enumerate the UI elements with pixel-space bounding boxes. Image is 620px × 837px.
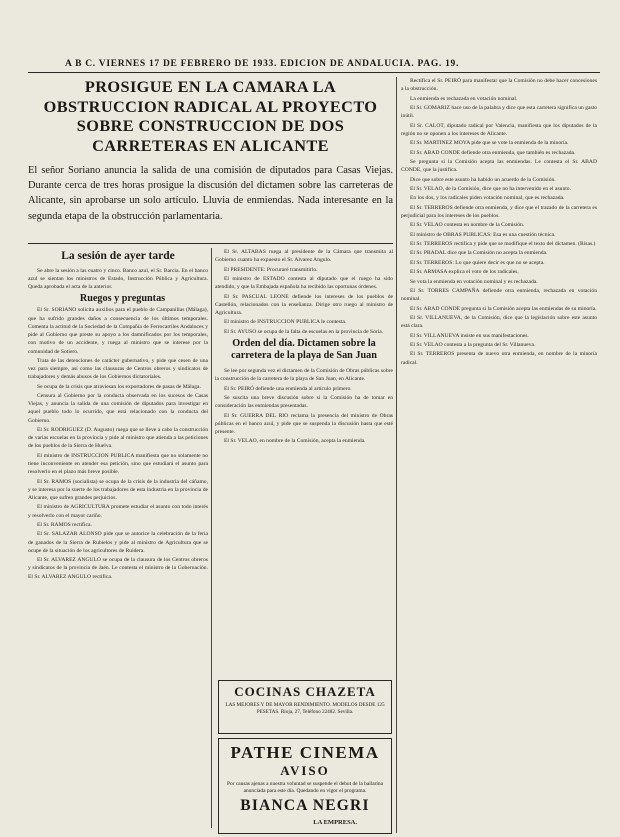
ad-signature: LA EMPRESA. [313, 819, 357, 826]
paragraph: El Sr. VILLANUEVA, de la Comisión, dice que la legislación sobre este asunto está clara. [401, 315, 597, 330]
paragraph: El Sr. PEIRÓ defiende una enmienda al artículo primero. [224, 385, 352, 392]
paragraph: El Sr. RAMOS (socialista) se ocupa de la crisis de la industria del cáñamo, y se interesa por la suerte de los trabajadores de esta industria en la provincia de Alicante, que sufren grandes perjuicios. [28, 478, 208, 502]
paragraph: El Sr. TERREROS presenta de nuevo otra enmienda, en nombre de la minoría radical. [401, 351, 597, 366]
paragraph: El Sr. ALTABAS ruega al presidente de la Cámara que transmita al Gobierno cuanto ha expuesto el Sr. Alvarez Angulo. [215, 249, 393, 264]
paragraph: La enmienda es rechazada en votación nominal. [410, 95, 518, 102]
column-divider-2 [396, 77, 397, 833]
paragraph: En los dos, y los radicales piden votación nominal, que es rechazada. [410, 195, 565, 202]
paragraph: Rectifica el Sr. PEIRÓ para manifestar que la Comisión no debe hacer concesiones a la obstrucción. [401, 78, 597, 93]
ad-performer-name: BIANCA NEGRI [240, 797, 370, 814]
paragraph: El Sr. PASCUAL LEONE defiende los intereses de los pueblos de Castellón, relacionados con la enseñanza. Dirige otro ruego al ministro de Agricultura. [215, 293, 393, 316]
paragraph: El ministro de AGRICULTURA promete estudiar el asunto con todo interés y resolverlo con el mayor cariño. [28, 504, 208, 519]
paragraph: El Sr. VELAO contesta a la pregunta del Sr. Villanueva. [410, 342, 536, 349]
paragraph: El Sr. GOMARIZ hace uso de la palabra y dice que esta carretera significa un gasto inútil. [401, 104, 597, 120]
paragraph: El Sr. RAMOS rectifica. [37, 522, 92, 529]
advertisement-cocinas [218, 680, 392, 734]
summary-rule [28, 243, 393, 244]
article-headline: PROSIGUE EN LA CAMARA LA OBSTRUCCION RADICAL AL PROYECTO SOBRE CONSTRUCCION DE DOS CARRETERAS EN ALICANTE [43, 77, 378, 155]
paragraph: El Sr. MARTINEZ MOYA pide que se vote la enmienda de la minoría. [410, 140, 569, 147]
paragraph: El Sr. VELAO contesta en nombre de la Comisión. [410, 222, 525, 229]
paragraph: El Sr. VELAO, de la Comisión, dice que no ha intervenido en el asunto. [410, 185, 571, 192]
column-1 [28, 248, 208, 828]
section-title: La sesión de ayer tarde [61, 250, 175, 262]
paragraph: El Sr. TERREROS defiende otra enmienda, y dice que el trazado de la carretera es perjudicial para los intereses de los pueblos. [401, 204, 597, 219]
section-subtitle: Ruegos y preguntas [79, 292, 166, 304]
paragraph: El ministro de OBRAS PUBLICAS: Esa es una cuestión técnica. [410, 231, 556, 238]
paragraph: El Sr. ABAD CONDE defiende otra enmienda, que también es rechazada. [410, 149, 576, 156]
paragraph: El ministro de ESTADO contesta al diputado que el ruego ha sido atendido, y que la Embajada española ha recibido las oportunas órdenes. [215, 275, 393, 291]
paragraph: El Sr. CALOT, diputado radical por Valencia, manifiesta que los diputados de la región no se oponen a los intereses de Alicante. [401, 122, 597, 137]
advertisement-pathe-cinema [218, 738, 392, 834]
header-rule [28, 72, 600, 73]
ad-title: COCINAS CHAZETA [234, 684, 376, 699]
ad-subtitle: AVISO [280, 763, 330, 778]
ad-text: LAS MEJORES Y DE MAYOR RENDIMIENTO. MODELOS DESDE 125 PESETAS. Rioja, 27, Teléfono 22482. Sevilla. [225, 702, 385, 715]
paragraph: El Sr. SORIANO solicita auxilios para el pueblo de Campanillas (Málaga), que ha sufrido grandes daños a consecuencia de los últimos temporales. Comenta la actitud de la Sociedad de la Compañía de Ferrocarriles Andaluces y pide al Gobierno que preste su apoyo a los damnificados por los temporales, con motivo de un accidente, y ruega al ministro que se interese por la comunidad de Sotiero. [28, 307, 208, 355]
paragraph: Se lee por segunda vez el dictamen de la Comisión de Obras públicas sobre la construcción de la carretera de la playa de San Juan, en Alicante. [215, 367, 393, 383]
paragraph: Se suscita una breve discusión sobre si la Comisión ha de tomar en consideración las enmiendas presentadas. [215, 394, 393, 410]
column-divider-1 [211, 248, 212, 828]
column-2 [215, 248, 393, 668]
paragraph: El PRESIDENTE: Procuraré transmitirlo. [224, 266, 318, 273]
article-summary: El señor Soriano anuncia la salida de una comisión de diputados para Casas Viejas. Durante cerca de tres horas prosigue la discusión del dictamen sobre las carreteras de Alicante, sin aprobarse un solo artículo. Lluvia de enmiendas. Nada interesante en la segunda etapa de la obstrucción parlamentaria. [28, 165, 393, 222]
paragraph: El Sr. PRADAL dice que la Comisión no acepta la enmienda. [410, 250, 548, 257]
column-3 [401, 77, 597, 833]
paragraph: Se ocupa de la crisis que atraviesan los exportadores de pasas de Málaga. [37, 383, 201, 390]
section-title: Orden del día. Dictamen sobre la carretera de la playa de San Juan [231, 337, 377, 362]
paragraph: El ministro de INSTRUCCION PUBLICA le contesta. [224, 319, 347, 326]
paragraph: El Sr. TORRES CAMPAÑA defiende otra enmienda, rechazada en votación nominal. [401, 288, 597, 303]
paragraph: Dice que sobre este asunto ha habido un acuerdo de la Comisión. [410, 176, 556, 183]
paragraph: El ministro de INSTRUCCION PUBLICA manifiesta que no solamente no tiene inconveniente en atender esa petición, sino que estudiará el asunto para resolverlo en el plazo más breve posible. [28, 452, 208, 476]
ad-text: Por causas ajenas a nuestra voluntad se suspende el debut de la bailarina anunciada para este día. Quedando en vigor el programa. [227, 781, 383, 794]
paragraph: El Sr. RODRIGUEZ (D. Augusto) ruega que se lleve a cabo la construcción de varias escuelas en la provincia y pide al ministro que atienda a las peticiones de los pueblos de la Sierra de Huelva. [28, 427, 208, 450]
paragraph: El Sr. VELAO, en nombre de la Comisión, acepta la enmienda. [224, 438, 366, 445]
paragraph: El Sr. SALAZAR ALONSO pide que se autorice la celebración de la feria de ganados de la Sierra de Rubielos y pide al ministro de Agricultura que se ocupe de la situación de los agricultores de Ruidera. [28, 531, 208, 554]
ad-title: PATHE CINEMA [230, 743, 380, 762]
page-header: A B C. VIERNES 17 DE FEBRERO DE 1933. EDICION DE ANDALUCIA. PAG. 19. [65, 59, 460, 69]
paragraph: Se pregunta si la Comisión acepta las enmiendas. Le contesta el Sr. ABAD CONDE, que la justifica. [401, 158, 597, 174]
paragraph: El Sr. AYUSO se ocupa de la falta de escuelas en la provincia de Soria. [224, 328, 384, 335]
paragraph: Trata de las detenciones de carácter gubernativo, y pide que cesen de una vez para siempre, así como las clausuras de Centros obreros y sindicatos de trabajadores y demás abusos de los Gobiernos dictatoriales. [28, 357, 208, 381]
paragraph: El Sr. ARMASA explica el voto de los radicales. [410, 269, 519, 276]
paragraph: Se abre la sesión a las cuatro y cinco. Banco azul, el Sr. Barcia. En el banco azul se sientan los ministros de Estado, Instrucción Pública y Agricultura. Queda aprobada el acta de la anterior. [28, 268, 208, 291]
paragraph: El Sr. ABAD CONDE pregunta si la Comisión acepta las enmiendas de su minoría. [410, 305, 597, 312]
paragraph: Se vota la enmienda en votación nominal y es rechazada. [410, 278, 538, 285]
paragraph: El Sr. GUERRA DEL RIO reclama la presencia del ministro de Obras públicas en el banco azul, y pide que se suspenda la discusión hasta que esté presente. [215, 412, 393, 435]
paragraph: El Sr. TERREROS rectifica y pide que se modifique el texto del dictamen. (Risas.) [410, 241, 596, 248]
paragraph: El Sr. ALVAREZ ANGULO se ocupa de la clausura de los Centros obreros y sindicatos de la provincia de Jaén. Le contesta el ministro de la Gobernación. El Sr. ALVAREZ ANGULO rectifica. [28, 557, 208, 580]
paragraph: Censura al Gobierno por la conducta observada en los sucesos de Casas Viejas, y anuncia la salida de una comisión de diputados para investigar en aquel pueblo todo lo ocurrido, que está relacionado con la conducta del Gobierno. [28, 393, 208, 424]
paragraph: El Sr. TERREROS: Lo que quiere decir es que no se acepta. [410, 259, 545, 266]
paragraph: El Sr. VILLANUEVA insiste en sus manifestaciones. [410, 332, 529, 339]
